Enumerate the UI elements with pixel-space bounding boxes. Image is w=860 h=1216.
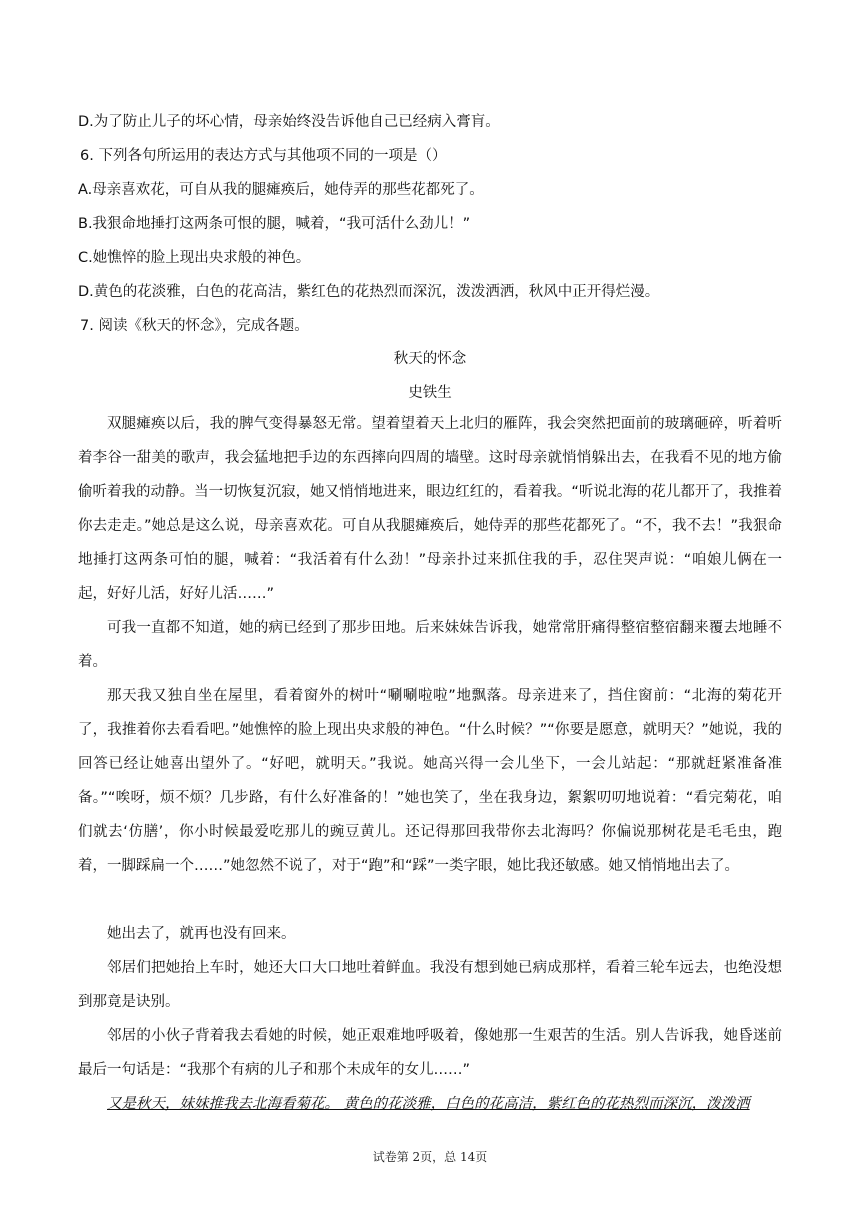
option-d-prev-question: D.为了防止儿子的坏心情，母亲始终没告诉他自己已经病入膏肓。 [78, 114, 500, 130]
article-paragraph-2: 可我一直都不知道，她的病已经到了那步田地。后来妹妹告诉我，她常常肝痛得整宿整宿翻来覆去地睡不着。 [78, 620, 782, 670]
question-6-option-c: C.她憔悴的脸上现出央求般的神色。 [78, 250, 311, 266]
question-6-option-b: B.我狠命地捶打这两条可恨的腿，喊着，“我可活什么劲儿！” [78, 216, 471, 232]
article-paragraph-7: 又是秋天，妹妹推我去北海看菊花。 黄色的花淡雅，白色的花高洁，紫红色的花热烈而深沉，泼泼洒 [107, 1096, 750, 1112]
article-paragraph-4: 她出去了，就再也没有回来。 [107, 926, 296, 942]
question-6-stem: 6. 下列各句所运用的表达方式与其他项不同的一项是（） [80, 148, 447, 164]
article-author: 史铁生 [408, 385, 452, 401]
article-paragraph-1: 双腿瘫痪以后，我的脾气变得暴怒无常。望着望着天上北归的雁阵，我会突然把面前的玻璃砸碎，听着听着李谷一甜美的歌声，我会猛地把手边的东西摔向四周的墙壁。这时母亲就悄悄躲出去，在我看不见的地方偷偷听着我的动静。当一切恢复沉寂，她又悄悄地进来，眼边红红的，看着我。“听说北海的花儿都开了，我推着你去走走。”她总是这么说，母亲喜欢花。可自从我腿瘫痪后，她侍弄的那些花都死了。“不，我不去！”我狠命地捶打这两条可怕的腿，喊着：“我活着有什么劲！”母亲扑过来抓住我的手，忍住哭声说：“咱娘儿俩在一起，好好儿活，好好儿活……” [78, 416, 782, 602]
question-7-stem: 7. 阅读《秋天的怀念》，完成各题。 [80, 318, 309, 334]
question-6-option-d: D.黄色的花淡雅，白色的花高洁，紫红色的花热烈而深沉，泼泼洒洒，秋风中正开得烂漫。 [78, 284, 660, 300]
article-paragraph-6: 邻居的小伙子背着我去看她的时候，她正艰难地呼吸着，像她那一生艰苦的生活。别人告诉我，她昏迷前最后一句话是：“我那个有病的儿子和那个未成年的女儿……” [78, 1028, 782, 1078]
article-paragraph-3: 那天我又独自坐在屋里，看着窗外的树叶“唰唰啦啦”地飘落。母亲进来了，挡住窗前：“北海的菊花开了，我推着你去看看吧。”她憔悴的脸上现出央求般的神色。“什么时候？”“你要是愿意，就明天？”她说，我的回答已经让她喜出望外了。“好吧，就明天。”我说。她高兴得一会儿坐下，一会儿站起：“那就赶紧准备准备。”“唉呀，烦不烦？几步路，有什么好准备的！”她也笑了，坐在我身边，絮絮叨叨地说着：“看完菊花，咱们就去‘仿膳’，你小时候最爱吃那儿的豌豆黄儿。还记得那回我带你去北海吗？你偏说那树花是毛毛虫，跑着，一脚踩扁一个……”她忽然不说了，对于“跑”和“踩”一类字眼，她比我还敏感。她又悄悄地出去了。 [78, 688, 782, 874]
article-paragraph-5: 邻居们把她抬上车时，她还大口大口地吐着鲜血。我没有想到她已病成那样，看着三轮车远去，也绝没想到那竟是诀别。 [78, 960, 782, 1010]
article-title: 秋天的怀念 [393, 351, 467, 367]
page-footer: 试卷第 2页，总 14页 [372, 1150, 488, 1164]
question-6-option-a: A.母亲喜欢花，可自从我的腿瘫痪后，她侍弄的那些花都死了。 [78, 182, 484, 198]
